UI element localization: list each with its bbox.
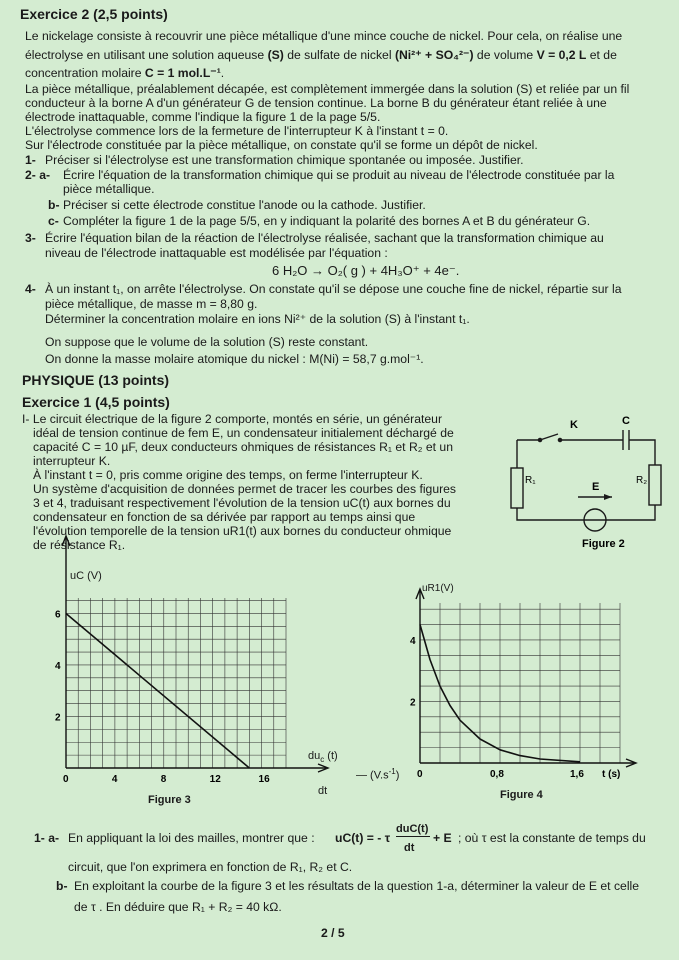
figure-3-x-label — [308, 749, 338, 767]
phys-line-7: 3 et 4, traduisant respectivement l'évolution de la tension uC(t) aux bornes du — [33, 496, 451, 510]
fraction-denominator: dt — [404, 842, 415, 854]
x-tick-label: 4 — [111, 774, 118, 785]
fraction-numerator: duC(t) — [396, 823, 429, 835]
x-tick-label: 0 — [63, 774, 69, 785]
circuit-diagram — [500, 410, 670, 550]
question-1a-equation-end: + E — [433, 831, 452, 845]
question-number: 4- — [25, 282, 36, 296]
x-tick-label: 12 — [209, 774, 221, 785]
question-4-line-3: Déterminer la concentration molaire en ions Ni²⁺ de la solution (S) à l'instant t₁. — [45, 312, 470, 326]
text-bold: (S) — [267, 48, 284, 62]
phys-line-5: À l'instant t = 0, pris comme origine des temps, on ferme l'interrupteur K. — [33, 468, 423, 482]
figure-3-x-dt: dt — [318, 785, 328, 797]
label-E: E — [592, 481, 600, 493]
ex2-line-1: Le nickelage consiste à recouvrir une pièce métallique d'une mince couche de nickel. Pour cela, on réalise une — [25, 29, 623, 43]
text: — (V.s — [356, 769, 389, 782]
figure-3-chart — [40, 568, 310, 818]
phys-line-6: Un système d'acquisition de données permet de tracer les courbes des figures — [33, 482, 457, 496]
ion-formula: (Ni²⁺ + SO₄²⁻) — [394, 48, 474, 62]
question-4-line-1: À un instant t₁, on arrête l'électrolyse. On constate qu'il se dépose une couche fine de nickel, répartie sur la — [45, 282, 622, 296]
question-1a-text-3: circuit, que l'on exprimera en fonction de R₁, R₂ et C. — [68, 860, 353, 874]
question-number: b- — [56, 879, 68, 893]
physique-title: PHYSIQUE (13 points) — [22, 372, 170, 388]
question-1b-line-2: de τ . En déduire que R₁ + R₂ = 40 kΩ. — [74, 900, 282, 914]
exercise-2-title: Exercice 2 (2,5 points) — [20, 6, 168, 22]
y-tick-label: 6 — [55, 609, 61, 621]
ex2-line-8: Sur l'électrode constituée par la pièce métallique, on constate qu'il se forme un dépôt de nickel. — [25, 138, 538, 152]
half-equation: 6 H₂O → O₂( g ) + 4H₃O⁺ + 4e⁻. — [272, 263, 460, 278]
figure-3-caption: Figure 3 — [148, 794, 191, 806]
note-1: On suppose que le volume de la solution (S) reste constant. — [45, 335, 369, 349]
question-4-line-2: pièce métallique, de masse m = 8,80 g. — [45, 297, 258, 311]
question-1: Préciser si l'électrolyse est une transformation chimique spontanée ou imposée. Justifier. — [45, 153, 524, 167]
question-1b-line-1: En exploitant la courbe de la figure 3 et les résultats de la question 1-a, déterminer la valeur de E et celle — [74, 879, 640, 893]
question-number: b- — [48, 198, 60, 212]
figure-3-y-label: uC (V) — [70, 570, 102, 582]
text: (t) — [324, 750, 338, 762]
y-tick-label: 2 — [410, 697, 416, 709]
phys-line-9: l'évolution temporelle de la tension uR1(t) aux bornes du conducteur ohmique — [33, 524, 452, 538]
ex2-line-4: La pièce métallique, préalablement décapée, est complètement immergée dans la solution (S) et reliée par un fil — [25, 82, 630, 96]
x-tick-label: 1,6 — [570, 769, 584, 780]
phys-line-2: idéal de tension continue de fem E, un condensateur initialement déchargé de — [33, 426, 454, 440]
x-tick-label: 16 — [258, 774, 270, 785]
question-2a-line-1: Écrire l'équation de la transformation chimique qui se produit au niveau de l'électrode constituée par la — [63, 168, 615, 182]
question-1a-text-2: ; où τ est la constante de temps du — [458, 831, 646, 845]
phys-line-10: de résistance R₁. — [33, 538, 126, 552]
text: -1 — [388, 767, 396, 776]
y-tick-label: 2 — [55, 712, 61, 724]
figure-3-x-unit — [356, 765, 399, 783]
x-tick-label: 8 — [160, 774, 167, 785]
phys-line-8: condensateur en fonction de sa dérivée par rapport au temps ainsi que — [33, 510, 416, 524]
ex2-line-3 — [25, 66, 224, 80]
text: et de — [586, 48, 617, 62]
figure-4-chart — [395, 578, 638, 800]
question-2c: Compléter la figure 1 de la page 5/5, en y indiquant la polarité des bornes A et B du générateur G. — [63, 214, 591, 228]
text: de sulfate de nickel — [283, 48, 395, 62]
phys-line-1: I- Le circuit électrique de la figure 2 comporte, montés en série, un générateur — [22, 412, 443, 426]
ex2-line-6: électrode inattaquable, comme l'indique la figure 1 de la page 5/5. — [25, 110, 381, 124]
figure-4-y-label: uR1(V) — [422, 583, 454, 594]
label-R1: R₁ — [525, 475, 536, 486]
ex2-line-7: L'électrolyse commence lors de la fermeture de l'interrupteur K à l'instant t = 0. — [25, 124, 449, 138]
volume-value: V = 0,2 L — [536, 48, 587, 62]
question-number: 1- — [25, 153, 36, 167]
label-C: C — [622, 415, 630, 427]
question-number: 3- — [25, 231, 36, 245]
concentration-value: C = 1 mol.L⁻¹ — [144, 66, 221, 80]
ex2-line-5: conducteur à la borne A d'un générateur G de tension continue. La borne B du générateur étant reliée à une — [25, 96, 607, 110]
question-1a-equation: uC(t) = - τ — [335, 831, 391, 845]
x-tick-label: 0,8 — [490, 769, 504, 780]
figure-4-caption: Figure 4 — [500, 789, 543, 801]
note-2: On donne la masse molaire atomique du nickel : M(Ni) = 58,7 g.mol⁻¹. — [45, 352, 424, 366]
text: électrolyse en utilisant une solution aqueuse — [25, 48, 268, 62]
question-number: 1- a- — [34, 831, 60, 845]
text: du — [308, 750, 321, 762]
question-3-line-1: Écrire l'équation bilan de la réaction de l'électrolyse réalisée, sachant que la transformation chimique au — [45, 231, 604, 245]
label-K: K — [570, 419, 578, 431]
text: de volume — [473, 48, 537, 62]
question-2a-line-2: pièce métallique. — [63, 182, 155, 196]
y-tick-label: 4 — [410, 635, 416, 647]
x-tick-label: 0 — [417, 769, 423, 780]
text: . — [220, 66, 225, 80]
ex2-line-2 — [25, 48, 617, 62]
question-number: 2- a- — [25, 168, 51, 182]
text: c — [320, 755, 325, 765]
page-number: 2 / 5 — [321, 926, 345, 940]
exercise-1-title: Exercice 1 (4,5 points) — [22, 394, 170, 410]
question-3-line-2: niveau de l'électrode inattaquable est modélisée par l'équation : — [45, 246, 388, 260]
y-tick-label: 4 — [55, 660, 61, 672]
question-number: c- — [48, 214, 59, 228]
text: concentration molaire — [25, 66, 145, 80]
question-2b: Préciser si cette électrode constitue l'anode ou la cathode. Justifier. — [63, 198, 426, 212]
fraction-bar — [396, 836, 430, 837]
x-tick-label: t (s) — [602, 769, 621, 780]
figure-2-caption: Figure 2 — [582, 538, 625, 550]
phys-line-3: capacité C = 10 µF, deux conducteurs ohmiques de résistances R₁ et R₂ et un — [33, 440, 453, 454]
question-1a-text: En appliquant la loi des mailles, montrer que : — [68, 831, 315, 845]
label-R2: R₂ — [636, 475, 648, 486]
text: ) — [395, 769, 400, 782]
phys-line-4: interrupteur K. — [33, 454, 111, 468]
